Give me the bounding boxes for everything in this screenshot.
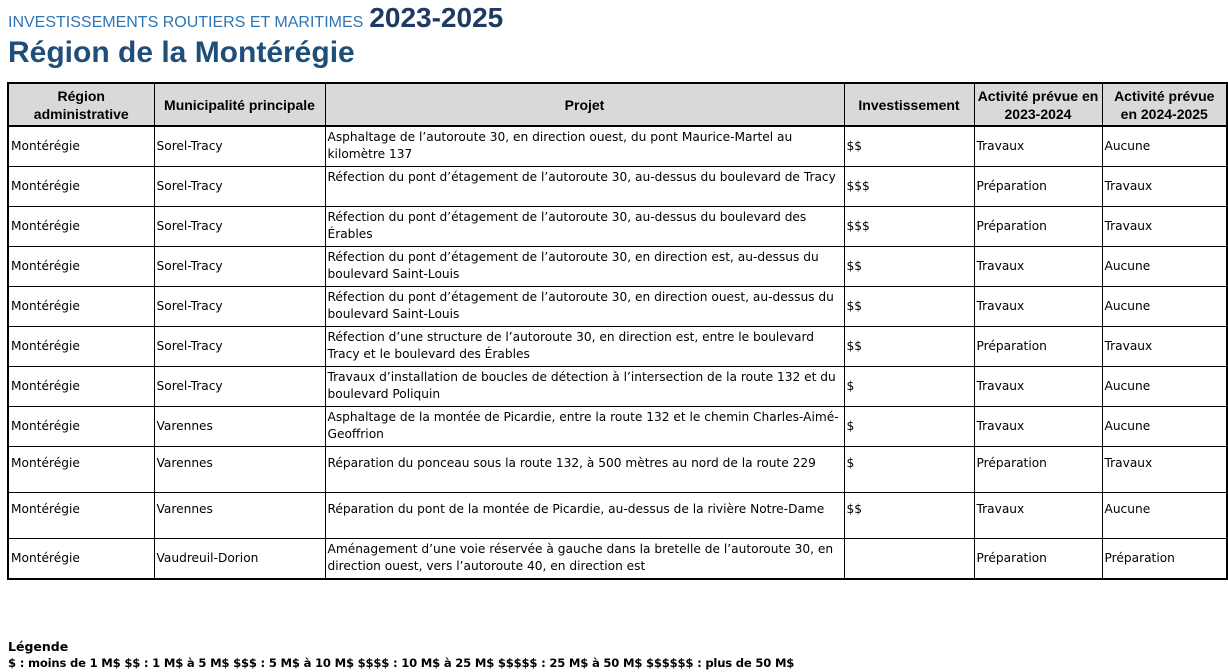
cell-investissement: $$ [844, 493, 974, 539]
cell-activite-2023-2024: Travaux [974, 493, 1102, 539]
cell-municipalite: Sorel-Tracy [154, 167, 325, 207]
cell-region: Montérégie [8, 167, 154, 207]
column-header-activite-2023-2024: Activité prévue en 2023-2024 [974, 83, 1102, 126]
table-row [8, 447, 1227, 493]
cell-region: Montérégie [8, 539, 154, 580]
table-row [8, 493, 1227, 539]
cell-activite-2024-2025: Travaux [1102, 167, 1227, 207]
cell-projet: Aménagement d’une voie réservée à gauche dans la bretelle de l’autoroute 30, en direction ouest, vers l’autoroute 40, en direction est [325, 539, 844, 580]
cell-activite-2023-2024: Préparation [974, 327, 1102, 367]
cell-projet: Réfection du pont d’étagement de l’autoroute 30, en direction ouest, au-dessus du boulevard Saint-Louis [325, 287, 844, 327]
region-title: Région de la Montérégie [8, 36, 355, 69]
cell-municipalite: Sorel-Tracy [154, 287, 325, 327]
cell-projet: Réparation du ponceau sous la route 132, à 500 mètres au nord de la route 229 [325, 447, 844, 493]
cell-region: Montérégie [8, 327, 154, 367]
investment-table [7, 82, 1228, 580]
cell-activite-2024-2025: Aucune [1102, 287, 1227, 327]
cell-investissement: $$ [844, 247, 974, 287]
cell-region: Montérégie [8, 287, 154, 327]
table-row [8, 207, 1227, 247]
cell-municipalite: Sorel-Tracy [154, 247, 325, 287]
table-row [8, 247, 1227, 287]
cell-projet: Asphaltage de la montée de Picardie, entre la route 132 et le chemin Charles-Aimé-Geoffrion [325, 407, 844, 447]
cell-investissement: $$ [844, 327, 974, 367]
cell-projet: Réparation du pont de la montée de Picardie, au-dessus de la rivière Notre-Dame [325, 493, 844, 539]
table-header-row [8, 83, 1227, 126]
cell-activite-2024-2025: Travaux [1102, 327, 1227, 367]
table-row [8, 367, 1227, 407]
table-row [8, 539, 1227, 580]
cell-municipalite: Varennes [154, 493, 325, 539]
column-header-activite-2024-2025: Activité prévue en 2024-2025 [1102, 83, 1227, 126]
cell-region: Montérégie [8, 126, 154, 167]
cell-region: Montérégie [8, 407, 154, 447]
cell-region: Montérégie [8, 493, 154, 539]
legend-items: $ : moins de 1 M$ $$ : 1 M$ à 5 M$ $$$ : 5 M$ à 10 M$ $$$$ : 10 M$ à 25 M$ $$$$$ : 25 M$ à 50 M$ $$$$$$ : plus de 50 M$ [8, 656, 795, 670]
table-row [8, 287, 1227, 327]
cell-activite-2023-2024: Préparation [974, 447, 1102, 493]
cell-activite-2024-2025: Aucune [1102, 493, 1227, 539]
cell-activite-2024-2025: Travaux [1102, 447, 1227, 493]
cell-municipalite: Vaudreuil-Dorion [154, 539, 325, 580]
cell-investissement: $$ [844, 126, 974, 167]
cell-investissement: $$$ [844, 207, 974, 247]
cell-projet: Travaux d’installation de boucles de détection à l’intersection de la route 132 et du boulevard Poliquin [325, 367, 844, 407]
cell-activite-2023-2024: Préparation [974, 539, 1102, 580]
cell-municipalite: Sorel-Tracy [154, 327, 325, 367]
cell-projet: Réfection du pont d’étagement de l’autoroute 30, au-dessus du boulevard des Érables [325, 207, 844, 247]
cell-investissement: $$$ [844, 167, 974, 207]
cell-activite-2023-2024: Travaux [974, 247, 1102, 287]
table-row [8, 126, 1227, 167]
cell-activite-2024-2025: Aucune [1102, 367, 1227, 407]
cell-activite-2024-2025: Préparation [1102, 539, 1227, 580]
cell-activite-2024-2025: Travaux [1102, 207, 1227, 247]
legend [8, 639, 794, 671]
cell-investissement: $ [844, 367, 974, 407]
cell-region: Montérégie [8, 207, 154, 247]
cell-projet: Asphaltage de l’autoroute 30, en direction ouest, du pont Maurice-Martel au kilomètre 137 [325, 126, 844, 167]
cell-municipalite: Sorel-Tracy [154, 126, 325, 167]
table-row [8, 167, 1227, 207]
cell-municipalite: Sorel-Tracy [154, 207, 325, 247]
program-years: 2023-2025 [369, 2, 504, 33]
cell-investissement: $ [844, 447, 974, 493]
cell-region: Montérégie [8, 447, 154, 493]
cell-region: Montérégie [8, 247, 154, 287]
cell-activite-2023-2024: Préparation [974, 167, 1102, 207]
cell-activite-2024-2025: Aucune [1102, 407, 1227, 447]
cell-municipalite: Varennes [154, 447, 325, 493]
cell-municipalite: Sorel-Tracy [154, 367, 325, 407]
cell-activite-2023-2024: Travaux [974, 407, 1102, 447]
document-header [8, 2, 503, 34]
cell-projet: Réfection d’une structure de l’autoroute 30, en direction est, entre le boulevard Tracy et le boulevard des Érables [325, 327, 844, 367]
cell-activite-2023-2024: Travaux [974, 126, 1102, 167]
table-row [8, 327, 1227, 367]
cell-investissement: $ [844, 407, 974, 447]
cell-projet: Réfection du pont d’étagement de l’autoroute 30, au-dessus du boulevard de Tracy [325, 167, 844, 207]
program-title: INVESTISSEMENTS ROUTIERS ET MARITIMES [8, 14, 364, 31]
cell-activite-2024-2025: Aucune [1102, 247, 1227, 287]
cell-region: Montérégie [8, 367, 154, 407]
column-header-region: Région administrative [8, 83, 154, 126]
table-row [8, 407, 1227, 447]
cell-investissement: $$ [844, 287, 974, 327]
cell-investissement [844, 539, 974, 580]
cell-activite-2023-2024: Travaux [974, 287, 1102, 327]
cell-activite-2023-2024: Préparation [974, 207, 1102, 247]
column-header-municipalite: Municipalité principale [154, 83, 325, 126]
cell-projet: Réfection du pont d’étagement de l’autoroute 30, en direction est, au-dessus du boulevard Saint-Louis [325, 247, 844, 287]
cell-activite-2023-2024: Travaux [974, 367, 1102, 407]
cell-municipalite: Varennes [154, 407, 325, 447]
column-header-projet: Projet [325, 83, 844, 126]
legend-title: Légende [8, 639, 69, 654]
cell-activite-2024-2025: Aucune [1102, 126, 1227, 167]
column-header-investissement: Investissement [844, 83, 974, 126]
